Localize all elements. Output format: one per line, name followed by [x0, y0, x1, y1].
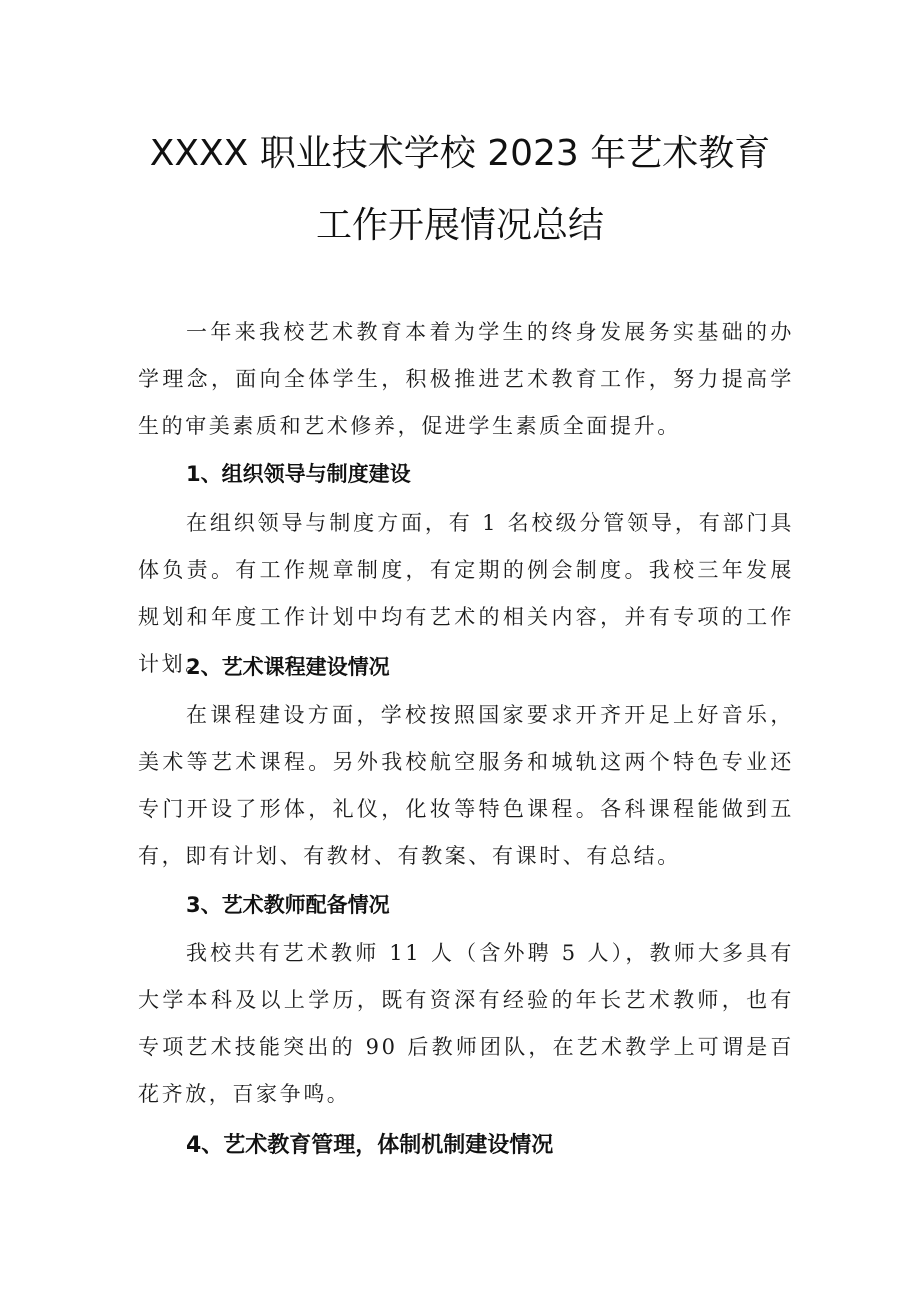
document-title-line-2: 工作开展情况总结 [315, 205, 604, 246]
section-heading-3: 3、艺术教师配备情况 [186, 893, 390, 917]
document-title-line-1: XXXX 职业技术学校 2023 年艺术教育 [149, 133, 771, 174]
intro-paragraph: 一年来我校艺术教育本着为学生的终身发展务实基础的办学理念，面向全体学生，积极推进艺术教育工作，努力提高学生的审美素质和艺术修养，促进学生素质全面提升。 [138, 320, 794, 438]
section-heading-2: 2、艺术课程建设情况 [186, 655, 390, 679]
section-body-3: 我校共有艺术教师 11 人（含外聘 5 人），教师大多具有大学本科及以上学历，既有资深有经验的年长艺术教师，也有专项艺术技能突出的 90 后教师团队，在艺术教学上可谓是百花齐放，百家争鸣。 [138, 941, 794, 1106]
section-body-2: 在课程建设方面，学校按照国家要求开齐开足上好音乐，美术等艺术课程。另外我校航空服务和城轨这两个特色专业还专门开设了形体，礼仪，化妆等特色课程。各科课程能做到五有，即有计划、有教材、有教案、有课时、有总结。 [138, 703, 794, 868]
section-body-1: 在组织领导与制度方面，有 1 名校级分管领导，有部门具体负责。有工作规章制度，有定期的例会制度。我校三年发展规划和年度工作计划中均有艺术的相关内容，并有专项的工作计划。 [138, 511, 794, 676]
section-heading-4: 4、艺术教育管理，体制机制建设情况 [186, 1133, 554, 1158]
section-heading-1: 1、组织领导与制度建设 [186, 462, 411, 486]
